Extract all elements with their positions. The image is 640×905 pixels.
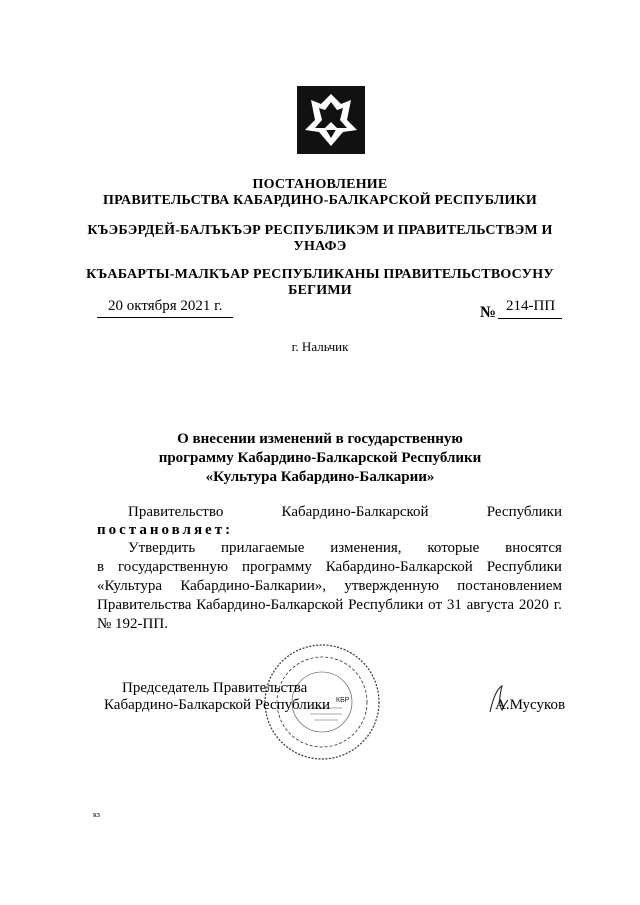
paragraph-word: Республики — [486, 559, 562, 575]
paragraph-word: Правительство — [128, 504, 224, 520]
paragraph-word: Кабардино-Балкарской — [196, 597, 344, 613]
signer-position-line1: Председатель Правительства — [122, 680, 308, 696]
paragraph-word: Республики — [348, 597, 424, 613]
subject-line1: О внесении изменений в государственную — [177, 431, 463, 447]
paragraph2-line1 — [128, 539, 562, 558]
subject-line2: программу Кабардино-Балкарской Республики — [158, 450, 482, 466]
paragraph-word: государственную — [118, 559, 229, 575]
paragraph-word: утвержденную — [344, 578, 439, 594]
coat-of-arms-emblem — [297, 86, 365, 154]
number-underline — [498, 318, 562, 319]
paragraph2-line2 — [97, 558, 562, 577]
paragraph-word: постановлением — [457, 578, 562, 594]
paragraph2-line5: № 192-ПП. — [97, 616, 168, 632]
footer-mark: кз — [93, 810, 100, 819]
document-number: 214-ПП — [506, 298, 556, 314]
paragraph1-line1 — [128, 503, 562, 522]
paragraph-word: вносятся — [505, 540, 562, 556]
paragraph-word: в — [97, 559, 105, 575]
paragraph-word: Утвердить — [128, 540, 196, 556]
paragraph-word: 31 — [446, 597, 462, 613]
paragraph-word: Кабардино-Балкарской — [281, 504, 429, 520]
paragraph-word: изменения, — [330, 540, 402, 556]
paragraph-word: августа — [466, 597, 515, 613]
balkar-title-line1: КЪАБАРТЫ-МАЛКЪАР РЕСПУБЛИКАНЫ ПРАВИТЕЛЬСТВОСУНУ — [86, 267, 554, 282]
kabardian-title-line1: КЪЭБЭРДЕЙ-БАЛЪКЪЭР РЕСПУБЛИКЭМ И ПРАВИТЕЛЬСТВЭМ И — [87, 223, 553, 238]
paragraph-word: Кабардино-Балкарской — [325, 559, 473, 575]
paragraph-word: Правительства — [97, 597, 192, 613]
subject-line3: «Культура Кабардино-Балкарии» — [205, 469, 435, 485]
paragraph-word: программу — [242, 559, 312, 575]
paragraph2-line4 — [97, 596, 562, 615]
signer-position-line2: Кабардино-Балкарской Республики — [104, 697, 331, 713]
date-underline — [97, 317, 233, 318]
paragraph-word: «Культура — [97, 578, 162, 594]
seal-inner-text: КБР — [336, 697, 350, 704]
balkar-title-line2: БЕГИМИ — [288, 283, 352, 298]
title-line1: ПОСТАНОВЛЕНИЕ — [252, 177, 388, 192]
title-line2: ПРАВИТЕЛЬСТВА КАБАРДИНО-БАЛКАРСКОЙ РЕСПУБЛИКИ — [102, 193, 538, 208]
signer-name: А.Мусуков — [495, 697, 566, 713]
paragraph-word: которые — [427, 540, 480, 556]
paragraph-word: 2020 — [518, 597, 549, 613]
kabardian-title-line2: УНАФЭ — [293, 239, 347, 254]
paragraph-word: Кабардино-Балкарии», — [180, 578, 326, 594]
paragraph-word: от — [428, 597, 443, 613]
city: г. Нальчик — [291, 339, 349, 354]
paragraph-word: г. — [553, 597, 562, 613]
decrees-word: постановляет: — [97, 522, 234, 538]
number-sign: № — [480, 304, 497, 321]
document-date: 20 октября 2021 г. — [108, 298, 223, 314]
paragraph-word: Республики — [486, 504, 562, 520]
paragraph-word: прилагаемые — [221, 540, 305, 556]
paragraph2-line3 — [97, 577, 562, 596]
